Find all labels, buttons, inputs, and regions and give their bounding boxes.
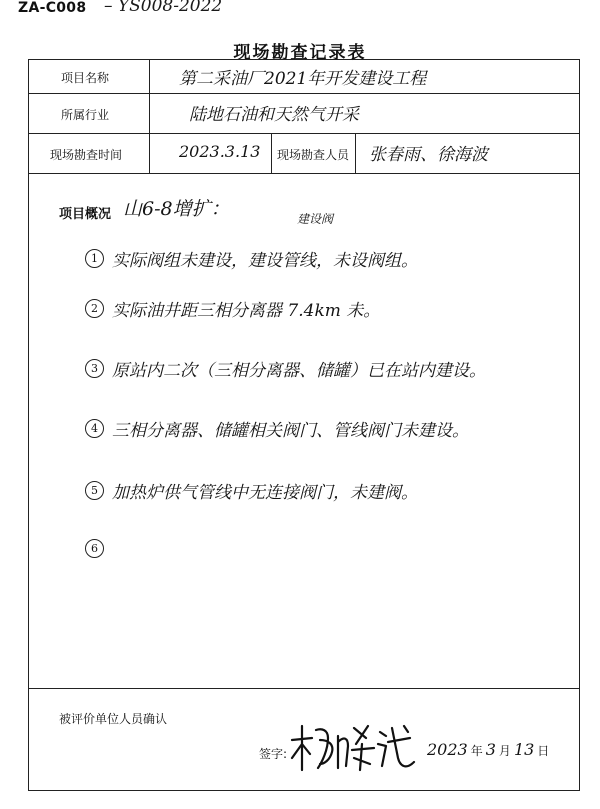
overview-label: 项目概况 xyxy=(59,207,112,222)
confirmation-label: 被评价单位人员确认 xyxy=(59,712,168,726)
signature-image xyxy=(288,718,418,778)
date-month-suffix: 月 xyxy=(498,744,511,758)
industry-value: 陆地石油和天然气开采 xyxy=(189,105,359,125)
overview-item-1: 1 实际阀组未建设，建设管线，未设阀组。 xyxy=(85,246,418,271)
surveyor-label: 现场勘查人员 xyxy=(277,148,350,162)
industry-label: 所属行业 xyxy=(61,108,110,122)
project-name-label: 项目名称 xyxy=(61,71,110,85)
project-name-value: 第二采油厂2021年开发建设工程 xyxy=(179,69,427,89)
row-divider xyxy=(29,133,579,134)
date-month: 3 xyxy=(485,740,496,759)
handwritten-code: – YS008-2022 xyxy=(104,0,223,16)
overview-item-3: 3 原站内二次（三相分离器、储罐）已在站内建设。 xyxy=(85,356,486,381)
surveyor-value: 张春雨、徐海波 xyxy=(369,145,488,165)
row-divider xyxy=(29,688,579,689)
survey-form xyxy=(28,59,580,791)
overview-heading: 山6-8增扩： xyxy=(123,198,230,220)
circled-number: 6 xyxy=(85,539,104,558)
row-divider xyxy=(29,93,579,94)
overview-item-6 xyxy=(85,538,112,559)
column-divider xyxy=(149,60,150,173)
document-code: ZA-C008 xyxy=(18,0,87,16)
signature-label: 签字: xyxy=(259,747,288,761)
date-year: 2023 xyxy=(427,740,468,759)
date-day: 13 xyxy=(513,740,535,759)
circled-number: 3 xyxy=(85,359,104,378)
date-year-suffix: 年 xyxy=(470,744,483,758)
overview-insert-note: 建设阀 xyxy=(297,212,334,226)
page-title: 现场勘查记录表 xyxy=(233,43,367,63)
circled-number: 1 xyxy=(85,249,104,268)
survey-time-value: 2023.3.13 xyxy=(179,142,261,161)
overview-item-2: 2 实际油井距三相分离器 7.4km 未。 xyxy=(85,296,380,321)
overview-item-5: 5 加热炉供气管线中无连接阀门，未建阀。 xyxy=(85,478,418,503)
row-divider xyxy=(29,173,579,174)
column-divider xyxy=(355,133,356,173)
column-divider xyxy=(271,133,272,173)
circled-number: 4 xyxy=(85,419,104,438)
confirmation-date xyxy=(427,740,549,759)
circled-number: 2 xyxy=(85,299,104,318)
date-day-suffix: 日 xyxy=(537,744,550,758)
circled-number: 5 xyxy=(85,481,104,500)
overview-item-4: 4 三相分离器、储罐相关阀门、管线阀门未建设。 xyxy=(85,416,469,441)
survey-time-label: 现场勘查时间 xyxy=(50,148,123,162)
